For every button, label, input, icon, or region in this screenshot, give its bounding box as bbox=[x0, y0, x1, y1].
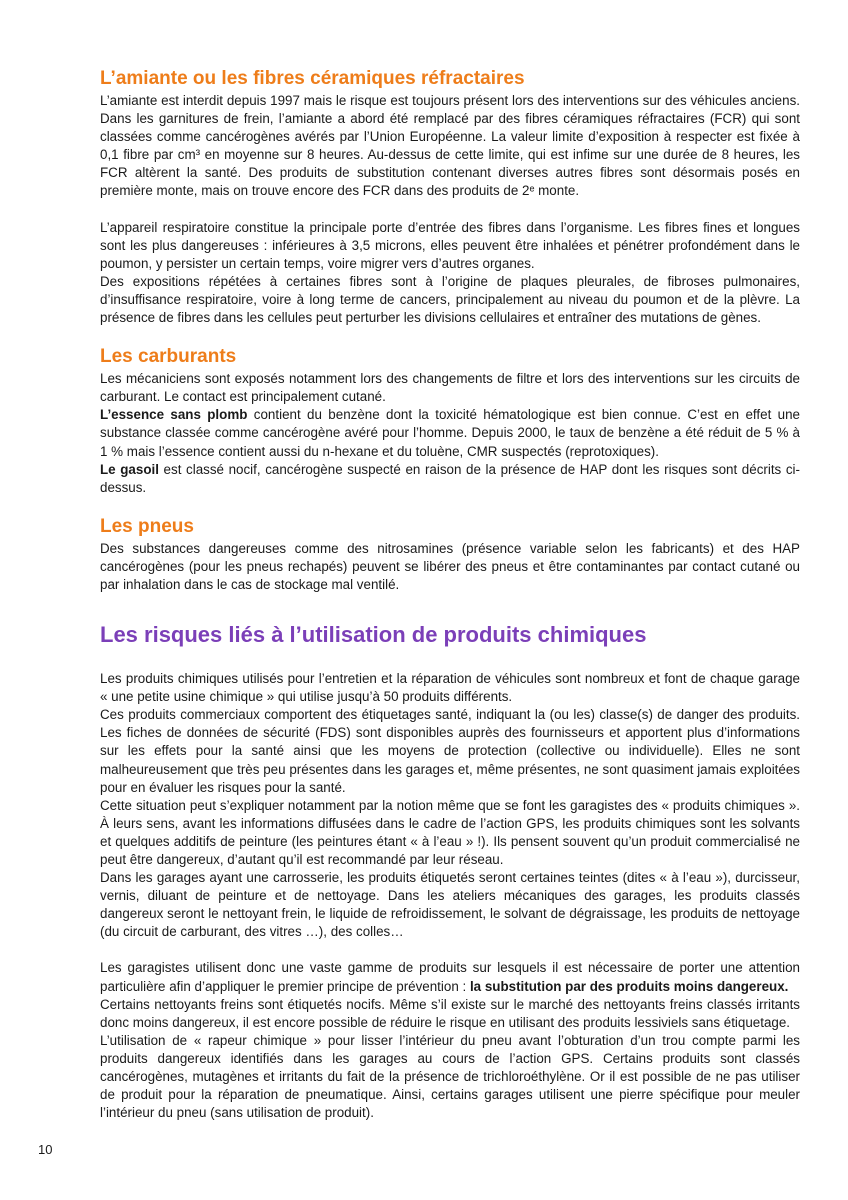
paragraph: Dans les garages ayant une carrosserie, les produits étiquetés seront certaines teintes (dites « à l’eau »), durcisseur, vernis, diluant de peinture et de nettoyage. Dans les ateliers mécaniques des garages, les produits classés dangereux seront le nettoyant frein, le liquide de refroidissement, le solvant de dégraissage, les produits de nettoyage (du circuit de carburant, des vitres …), des colles… bbox=[100, 870, 800, 940]
paragraph bbox=[100, 461, 800, 497]
bold-statement: la substitution par des produits moins dangereux. bbox=[469, 978, 789, 994]
paragraph-text: contient du benzène dont la toxicité hématologique est bien connue. C’est en effet une substance classée comme cancérogène avéré pour l’homme. Depuis 2000, le taux de benzène a été réduit de 5 % à 1 % mais l’essence contient aussi du n-hexane et du toluène, CMR suspectés (reprotoxiques). bbox=[100, 407, 800, 459]
paragraph: L’utilisation de « rapeur chimique » pour lisser l’intérieur du pneu avant l’obturation d’un trou compte parmi les produits dangereux identifiés dans les garages au cours de l’action GPS. Certains produits sont classés cancérogènes, mutagènes et irritants du fait de la présence de trichloroéthylène. Or il est possible de ne pas utiliser de produit pour la réparation de pneumatique. Ainsi, certains garages utilisent une pierre spécifique pour meuler l’intérieur du pneu (sans utilisation de produit). bbox=[100, 1032, 800, 1121]
section-heading-carburants: Les carburants bbox=[100, 346, 237, 368]
paragraph: Les produits chimiques utilisés pour l’entretien et la réparation de véhicules sont nombreux et font de chaque garage « une petite usine chimique » qui utilise jusqu’à 50 produits différents. bbox=[100, 671, 800, 705]
bold-term: L’essence sans plomb bbox=[100, 407, 248, 423]
paragraph: Ces produits commerciaux comportent des étiquetages santé, indiquant la (ou les) classe(s) de danger des produits. Les fiches de données de sécurité (FDS) sont disponibles auprès des fournisseurs et apportent plus d’informations sur les effets pour la santé ainsi que les moyens de protection (collective ou individuelle). Elles ne sont malheureusement que très peu présentes dans les garages et, même présentes, ne sont quasiment jamais exploitées pour en évaluer les risques pour la santé. bbox=[100, 707, 800, 795]
page-content bbox=[100, 66, 800, 1122]
paragraph bbox=[100, 406, 800, 460]
paragraph: Les mécaniciens sont exposés notamment lors des changements de filtre et lors des interventions sur les circuits de carburant. Le contact est principalement cutané. bbox=[100, 371, 800, 405]
paragraph-text: Les garagistes utilisent donc une vaste gamme de produits sur lesquels il est nécessaire de porter une attention particulière afin d’appliquer le premier principe de prévention : bbox=[100, 960, 800, 994]
paragraph: L’amiante est interdit depuis 1997 mais le risque est toujours présent lors des interventions sur des véhicules anciens. Dans les garnitures de frein, l’amiante a abord été remplacé par des fibres céramiques réfractaires (FCR) qui sont classées comme cancérogènes avérés par l’Union Européenne. La valeur limite d’exposition à respecter est fixée à 0,1 fibre par cm³ en moyenne sur 8 heures. Au-dessus de cette limite, qui est infime sur une durée de 8 heures, les FCR altèrent la santé. Des produits de substitution contenant diverses autres fibres sont désormais posés en première monte, mais on trouve encore des FCR dans des produits de 2ᵉ monte. bbox=[100, 93, 800, 199]
paragraph: Des substances dangereuses comme des nitrosamines (présence variable selon les fabricants) et des HAP cancérogènes (pour les pneus rechapés) peuvent se libérer des pneus et être contaminantes par contact cutané ou par inhalation dans le cas de stockage mal ventilé. bbox=[100, 540, 800, 592]
section-heading-amiante: L’amiante ou les fibres céramiques réfractaires bbox=[100, 68, 525, 89]
section-heading-pneus: Les pneus bbox=[100, 515, 194, 537]
paragraph: L’appareil respiratoire constitue la principale porte d’entrée des fibres dans l’organisme. Les fibres fines et longues sont les plus dangereuses : inférieures à 3,5 microns, elles peuvent être inhalées et pénétrer profondément dans le poumon, y persister un certain temps, voire migrer vers d’autres organes. bbox=[100, 219, 800, 271]
main-heading-chimiques: Les risques liés à l’utilisation de produits chimiques bbox=[100, 622, 647, 648]
bold-term: Le gasoil bbox=[100, 461, 159, 477]
paragraph bbox=[100, 959, 800, 995]
paragraph-text: est classé nocif, cancérogène suspecté en raison de la présence de HAP dont les risques sont décrits ci-dessus. bbox=[100, 461, 800, 495]
paragraph: Certains nettoyants freins sont étiquetés nocifs. Même s’il existe sur le marché des nettoyants freins classés irritants donc moins dangereux, il est encore possible de réduire le risque en utilisant des produits lessiviels sans étiquetage. bbox=[100, 996, 800, 1030]
page-number: 10 bbox=[38, 1142, 53, 1157]
paragraph: Cette situation peut s’expliquer notamment par la notion même que se font les garagistes des « produits chimiques ». À leurs sens, avant les informations diffusées dans le cadre de l’action GPS, les produits chimiques sont les solvants et quelques additifs de peinture (les peintures étant « à l’eau » !). Ils pensent souvent qu’un produit commercialisé ne peut être dangereux, d’autant qu’il est recommandé par leur réseau. bbox=[100, 797, 800, 867]
paragraph: Des expositions répétées à certaines fibres sont à l’origine de plaques pleurales, de fibroses pulmonaires, d’insuffisance respiratoire, voire à long terme de cancers, principalement au niveau du poumon et de la plèvre. La présence de fibres dans les cellules peut perturber les divisions cellulaires et entraîner des mutations de gènes. bbox=[100, 273, 800, 326]
